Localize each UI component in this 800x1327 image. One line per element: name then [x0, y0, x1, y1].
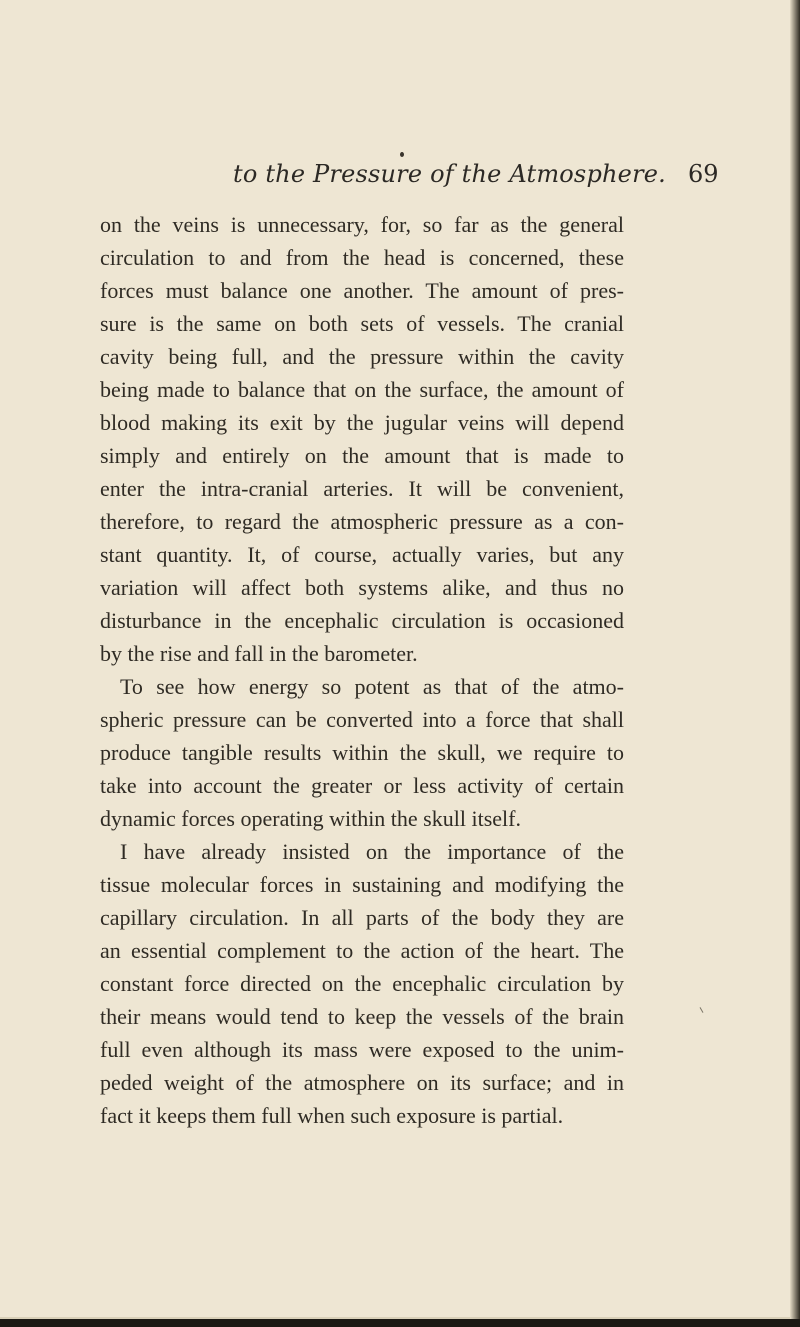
body-text: [100, 208, 624, 1132]
text-line: To see how energy so potent as that of the atmo-: [120, 674, 624, 699]
text-line: by the rise and fall in the barometer.: [100, 641, 418, 666]
text-line: disturbance in the encephalic circulation is occasioned: [100, 608, 624, 633]
stray-mark: [700, 1007, 704, 1013]
text-line: spheric pressure can be converted into a force that shall: [100, 707, 624, 732]
text-line: peded weight of the atmosphere on its surface; and in: [100, 1070, 624, 1095]
text-line: their means would tend to keep the vessels of the brain: [100, 1004, 624, 1029]
text-line: forces must balance one another. The amount of pres-: [100, 278, 624, 303]
text-line: enter the intra-cranial arteries. It will be convenient,: [100, 476, 624, 501]
text-line: stant quantity. It, of course, actually varies, but any: [100, 542, 624, 567]
text-line: circulation to and from the head is concerned, these: [100, 245, 624, 270]
text-line: on the veins is unnecessary, for, so far as the general: [100, 212, 624, 237]
text-line: dynamic forces operating within the skull itself.: [100, 806, 521, 831]
ink-dot: [400, 152, 404, 157]
text-line: blood making its exit by the jugular veins will depend: [100, 410, 624, 435]
text-line: take into account the greater or less activity of certain: [100, 773, 624, 798]
page-bottom-edge: [0, 1319, 800, 1327]
text-line: being made to balance that on the surface, the amount of: [100, 377, 624, 402]
text-line: capillary circulation. In all parts of the body they are: [100, 905, 624, 930]
text-line: therefore, to regard the atmospheric pressure as a con-: [100, 509, 624, 534]
text-line: variation will affect both systems alike, and thus no: [100, 575, 624, 600]
text-line: tissue molecular forces in sustaining and modifying the: [100, 872, 624, 897]
text-line: I have already insisted on the importance of the: [120, 839, 624, 864]
running-title: to the Pressure of the Atmosphere.: [233, 160, 666, 188]
text-line: constant force directed on the encephalic circulation by: [100, 971, 624, 996]
text-line: full even although its mass were exposed to the unim-: [100, 1037, 624, 1062]
text-line: produce tangible results within the skull, we require to: [100, 740, 624, 765]
text-line: an essential complement to the action of the heart. The: [100, 938, 624, 963]
page-edge-shadow: [790, 0, 800, 1327]
text-line: cavity being full, and the pressure within the cavity: [100, 344, 624, 369]
text-line: sure is the same on both sets of vessels. The cranial: [100, 311, 624, 336]
page-number: 69: [688, 160, 719, 188]
text-line: fact it keeps them full when such exposure is partial.: [100, 1103, 564, 1128]
text-line: simply and entirely on the amount that is made to: [100, 443, 624, 468]
running-header: [0, 160, 790, 200]
